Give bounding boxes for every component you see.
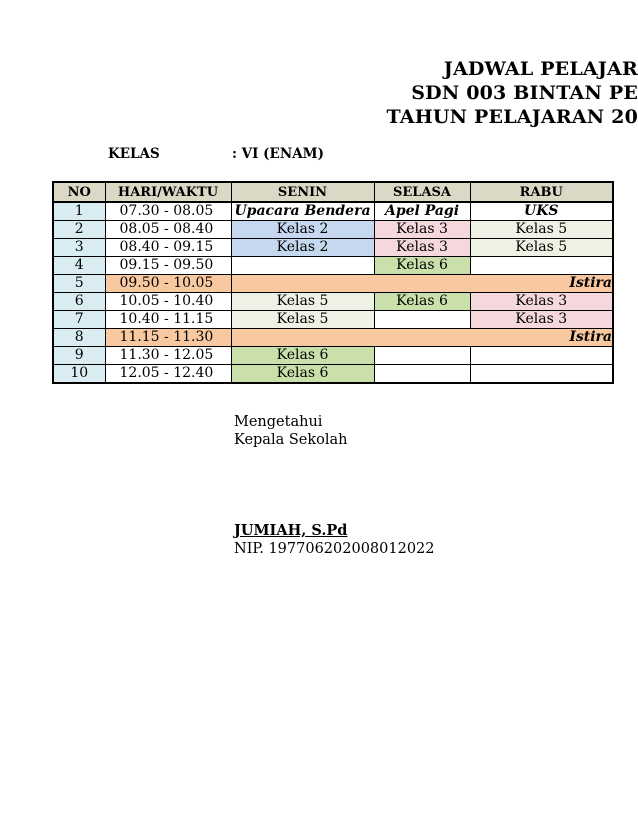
header-selasa: SELASA [374, 182, 470, 202]
cell-senin: Kelas 5 [231, 311, 374, 329]
kelas-value: : VI (ENAM) [232, 146, 324, 162]
row-time: 08.05 - 08.40 [105, 221, 231, 239]
cell-selasa: Kelas 3 [374, 239, 470, 257]
kelas-label: KELAS [108, 146, 160, 162]
cell-senin: Kelas 2 [231, 239, 374, 257]
row-no: 8 [53, 329, 105, 347]
cell-rabu: UKS [470, 202, 613, 221]
table-row [53, 239, 613, 257]
schedule-table [52, 181, 614, 384]
table-row [53, 329, 613, 347]
row-time: 07.30 - 08.05 [105, 202, 231, 221]
row-time: 09.50 - 10.05 [105, 275, 231, 293]
schedule-table-container [52, 181, 612, 385]
row-time: 10.40 - 11.15 [105, 311, 231, 329]
cell-senin: Kelas 6 [231, 347, 374, 365]
row-no: 9 [53, 347, 105, 365]
cell-senin: Upacara Bendera [231, 202, 374, 221]
row-no: 4 [53, 257, 105, 275]
row-no: 1 [53, 202, 105, 221]
row-time: 08.40 - 09.15 [105, 239, 231, 257]
school-name: SDN 003 BINTAN PE [411, 82, 638, 104]
cell-senin: Kelas 5 [231, 293, 374, 311]
row-time: 10.05 - 10.40 [105, 293, 231, 311]
cell-rabu [470, 257, 613, 275]
header-time: HARI/WAKTU [105, 182, 231, 202]
cell-rabu: Kelas 3 [470, 293, 613, 311]
cell-rabu [470, 347, 613, 365]
cell-selasa: Kelas 6 [374, 293, 470, 311]
cell-selasa: Apel Pagi [374, 202, 470, 221]
cell-selasa: Kelas 3 [374, 221, 470, 239]
table-row [53, 202, 613, 221]
cell-rabu: Kelas 5 [470, 221, 613, 239]
row-no: 6 [53, 293, 105, 311]
row-no: 10 [53, 365, 105, 384]
header-rabu: RABU [470, 182, 613, 202]
academic-year: TAHUN PELAJARAN 20 [386, 106, 638, 128]
principal-title: Kepala Sekolah [234, 432, 348, 448]
table-row [53, 221, 613, 239]
cell-selasa [374, 365, 470, 384]
row-no: 5 [53, 275, 105, 293]
break-cell: Istira [231, 329, 613, 347]
cell-senin: Kelas 2 [231, 221, 374, 239]
row-time: 12.05 - 12.40 [105, 365, 231, 384]
table-header-row [53, 182, 613, 202]
row-no: 2 [53, 221, 105, 239]
table-row [53, 257, 613, 275]
acknowledged-label: Mengetahui [234, 414, 323, 430]
cell-selasa [374, 347, 470, 365]
cell-senin [231, 257, 374, 275]
cell-rabu: Kelas 5 [470, 239, 613, 257]
cell-rabu: Kelas 3 [470, 311, 613, 329]
header-senin: SENIN [231, 182, 374, 202]
row-no: 3 [53, 239, 105, 257]
cell-rabu [470, 365, 613, 384]
row-time: 09.15 - 09.50 [105, 257, 231, 275]
cell-senin: Kelas 6 [231, 365, 374, 384]
principal-name: JUMIAH, S.Pd [234, 522, 348, 539]
table-row [53, 347, 613, 365]
table-row [53, 275, 613, 293]
cell-selasa [374, 311, 470, 329]
row-time: 11.30 - 12.05 [105, 347, 231, 365]
header-no: NO [53, 182, 105, 202]
table-row [53, 311, 613, 329]
cell-selasa: Kelas 6 [374, 257, 470, 275]
row-no: 7 [53, 311, 105, 329]
document-title: JADWAL PELAJAR [443, 58, 638, 80]
row-time: 11.15 - 11.30 [105, 329, 231, 347]
table-row [53, 365, 613, 384]
principal-nip: NIP. 197706202008012022 [234, 541, 435, 557]
break-cell: Istira [231, 275, 613, 293]
table-row [53, 293, 613, 311]
